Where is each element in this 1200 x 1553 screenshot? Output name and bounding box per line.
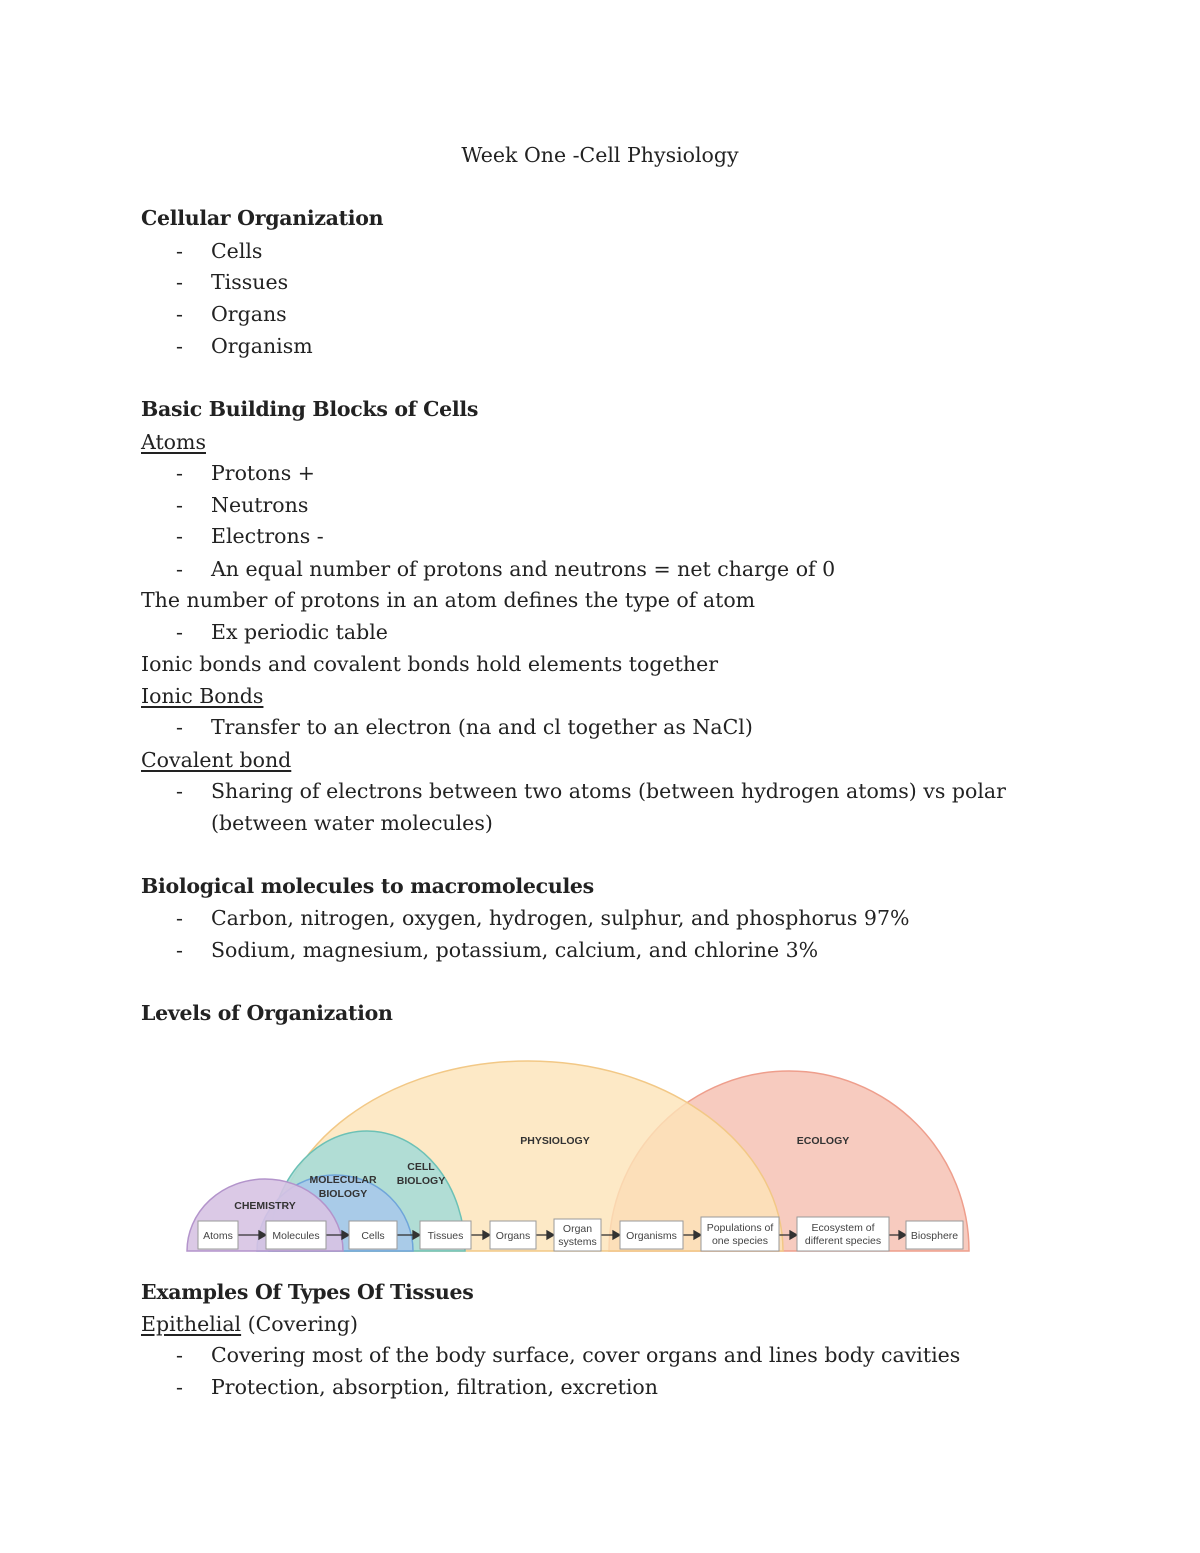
box-organ-systems-line1: Organ xyxy=(562,1223,593,1235)
levels-of-organization-diagram xyxy=(181,1055,981,1260)
bullet-dash: - xyxy=(176,906,183,930)
list-item: Transfer to an electron (na and cl together as NaCl) xyxy=(211,715,753,739)
epithelial-suffix: (Covering) xyxy=(241,1312,359,1336)
bullet-dash: - xyxy=(176,270,183,294)
box-organisms: Organisms xyxy=(626,1230,677,1242)
subheading-covalent-bond: Covalent bond xyxy=(141,748,292,772)
subheading-atoms: Atoms xyxy=(141,430,206,454)
box-populations-line1: Populations of xyxy=(706,1222,774,1234)
list-item: Protons + xyxy=(211,461,315,485)
bullet-dash: - xyxy=(176,524,183,548)
bullet-dash: - xyxy=(176,239,183,263)
bullet-dash: - xyxy=(176,557,183,581)
list-item: Neutrons xyxy=(211,493,309,517)
molecular-biology-label-line1: MOLECULAR xyxy=(309,1174,377,1186)
subheading-epithelial: Epithelial xyxy=(141,1312,242,1336)
bullet-dash: - xyxy=(176,334,183,358)
box-atoms: Atoms xyxy=(203,1230,233,1242)
paragraph-protons: The number of protons in an atom defines the type of atom xyxy=(141,588,756,612)
list-item: Protection, absorption, filtration, excretion xyxy=(211,1375,658,1399)
list-item: Carbon, nitrogen, oxygen, hydrogen, sulphur, and phosphorus 97% xyxy=(211,906,910,930)
paragraph-bonds: Ionic bonds and covalent bonds hold elements together xyxy=(141,652,719,676)
list-item: An equal number of protons and neutrons = net charge of 0 xyxy=(211,557,836,581)
bullet-dash: - xyxy=(176,461,183,485)
list-item: Organism xyxy=(211,334,313,358)
cell-biology-label-line2: BIOLOGY xyxy=(396,1175,446,1187)
bullet-dash: - xyxy=(176,493,183,517)
heading-types-of-tissues: Examples Of Types Of Tissues xyxy=(141,1280,474,1304)
list-item: Sharing of electrons between two atoms (between hydrogen atoms) vs polar xyxy=(211,779,1006,803)
box-ecosystem-line2: different species xyxy=(804,1235,882,1247)
list-item: Electrons - xyxy=(211,524,324,548)
bullet-dash: - xyxy=(176,938,183,962)
subheading-ionic-bonds: Ionic Bonds xyxy=(141,684,264,708)
list-item: Cells xyxy=(211,239,263,263)
cell-biology-label-line1: CELL xyxy=(407,1161,435,1173)
box-cells: Cells xyxy=(361,1230,385,1242)
chemistry-label: CHEMISTRY xyxy=(234,1200,296,1212)
list-item: Sodium, magnesium, potassium, calcium, and chlorine 3% xyxy=(211,938,819,962)
epithelial-line xyxy=(141,1310,358,1338)
list-item: Ex periodic table xyxy=(211,620,388,644)
box-tissues: Tissues xyxy=(427,1230,464,1242)
bullet-dash: - xyxy=(176,1343,183,1367)
list-item: Organs xyxy=(211,302,287,326)
ecology-label: ECOLOGY xyxy=(796,1135,850,1147)
box-organs: Organs xyxy=(495,1230,531,1242)
box-organ-systems-line2: systems xyxy=(558,1236,597,1248)
box-biosphere: Biosphere xyxy=(910,1230,959,1242)
bullet-dash: - xyxy=(176,620,183,644)
page-title: Week One -Cell Physiology xyxy=(461,143,739,167)
list-item: Covering most of the body surface, cover organs and lines body cavities xyxy=(211,1343,961,1367)
heading-cellular-organization: Cellular Organization xyxy=(141,206,384,230)
bullet-dash: - xyxy=(176,779,183,803)
bullet-dash: - xyxy=(176,302,183,326)
heading-levels-of-organization: Levels of Organization xyxy=(141,1001,393,1025)
box-populations-line2: one species xyxy=(711,1235,769,1247)
box-ecosystem-line1: Ecosystem of xyxy=(811,1222,875,1234)
heading-biological-molecules: Biological molecules to macromolecules xyxy=(141,874,594,898)
bullet-dash: - xyxy=(176,715,183,739)
list-item-continuation: (between water molecules) xyxy=(211,811,493,835)
bullet-dash: - xyxy=(176,1375,183,1399)
physiology-label: PHYSIOLOGY xyxy=(520,1135,590,1147)
molecular-biology-label-line2: BIOLOGY xyxy=(318,1188,368,1200)
heading-building-blocks: Basic Building Blocks of Cells xyxy=(141,397,479,421)
list-item: Tissues xyxy=(211,270,289,294)
box-molecules: Molecules xyxy=(272,1230,320,1242)
